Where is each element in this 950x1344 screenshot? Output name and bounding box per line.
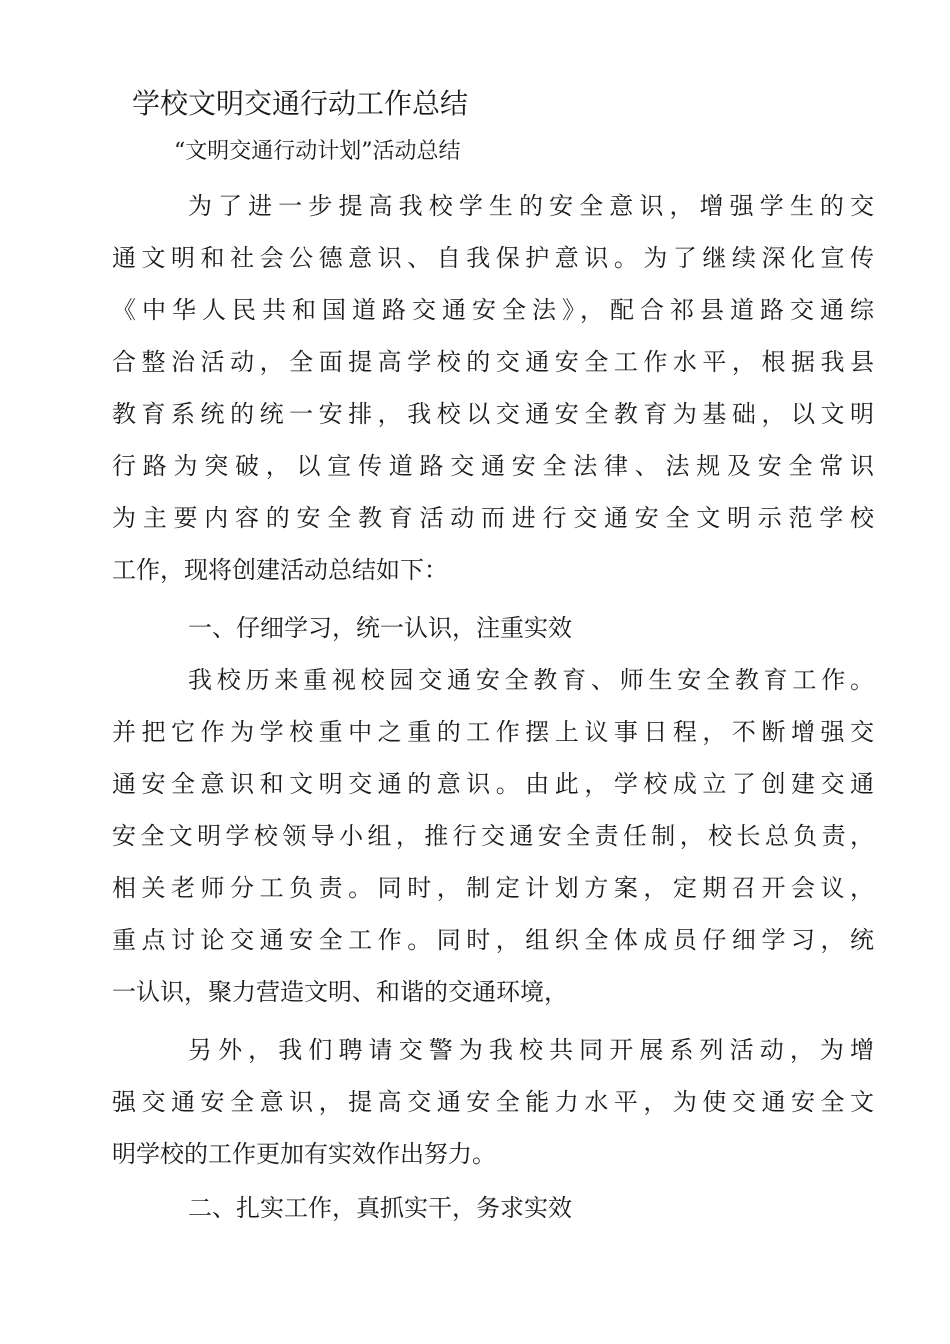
section-heading-2: 二、扎实工作，真抓实干，务求实效 [188,1194,572,1222]
text-line: 行路为突破，以宣传道路交通安全法律、法规及安全常识 [112,452,874,480]
text-line: 工作，现将创建活动总结如下： [112,556,448,584]
text-line: 《中华人民共和国道路交通安全法》，配合祁县道路交通综 [112,296,874,324]
text-line: 一认识，聚力营造文明、和谐的交通环境， [112,978,568,1006]
paragraph-section-1b [112,1024,874,1180]
document-title: 学校文明交通行动工作总结 [132,87,469,120]
text-line: 为了进一步提高我校学生的安全意识，增强学生的交 [188,192,874,220]
text-line: 通文明和社会公德意识、自我保护意识。为了继续深化宣传 [112,244,874,272]
text-line: 另外，我们聘请交警为我校共同开展系列活动，为增 [188,1036,874,1064]
paragraph-section-1 [112,654,874,1018]
text-line: 安全文明学校领导小组，推行交通安全责任制，校长总负责， [112,822,874,850]
text-line: 合整治活动，全面提高学校的交通安全工作水平，根据我县 [112,348,874,376]
text-line: 为主要内容的安全教育活动而进行交通安全文明示范学校 [112,504,874,532]
text-line: 我校历来重视校园交通安全教育、师生安全教育工作。 [188,666,874,694]
text-line: 并把它作为学校重中之重的工作摆上议事日程，不断增强交 [112,718,874,746]
text-line: 明学校的工作更加有实效作出努力。 [112,1140,496,1168]
text-line: 教育系统的统一安排，我校以交通安全教育为基础，以文明 [112,400,874,428]
text-line: 强交通安全意识，提高交通安全能力水平，为使交通安全文 [112,1088,874,1116]
text-line: 通安全意识和文明交通的意识。由此，学校成立了创建交通 [112,770,874,798]
document-subtitle: “文明交通行动计划”活动总结 [174,139,461,164]
paragraph-intro [112,180,874,596]
text-line: 重点讨论交通安全工作。同时，组织全体成员仔细学习，统 [112,926,874,954]
text-line: 相关老师分工负责。同时，制定计划方案，定期召开会议， [112,874,874,902]
section-heading-1: 一、仔细学习，统一认识，注重实效 [188,614,572,642]
